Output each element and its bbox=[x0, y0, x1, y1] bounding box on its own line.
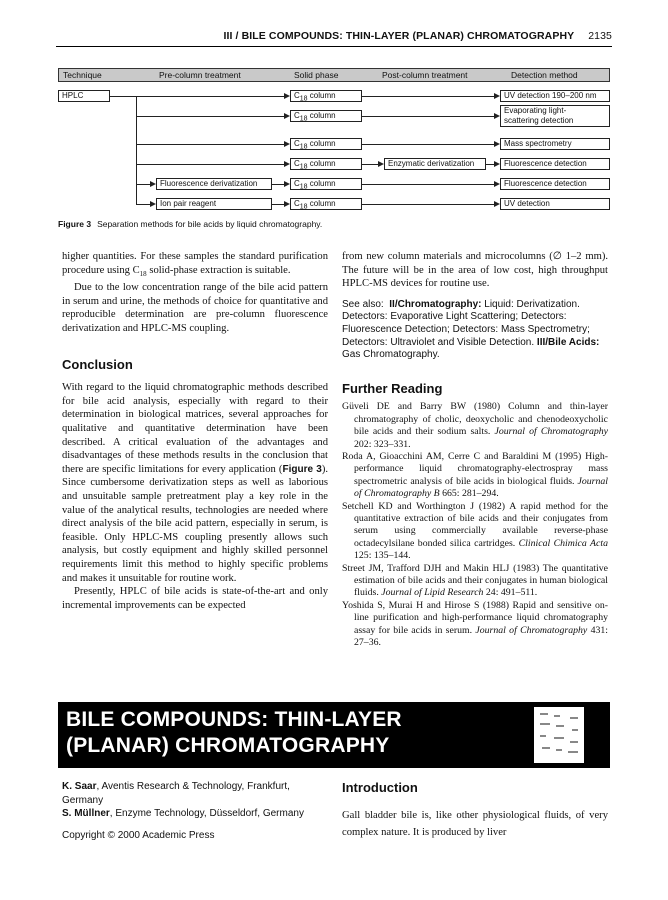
reference-item: Roda A, Gioacchini AM, Cerre C and Baraldini M (1995) High-performance liquid chromatography-electrospray mass spectrometric analysis of bile acids in biological fluids. Journal of Chromatography B 665: 281–294. bbox=[342, 450, 608, 500]
hplc-box bbox=[58, 90, 110, 102]
author-2: S. Müllner, Enzyme Technology, Düsseldorf, Germany bbox=[62, 808, 304, 820]
figure-header-row bbox=[58, 68, 610, 82]
col-technique: Technique bbox=[63, 70, 102, 80]
paragraph: With regard to the liquid chromatographic methods described for bile acid analysis, especially with regard to their determination in biological matrices, several approaches for qualitative and quantitative determination have been described. A critical evaluation of the advantages and disadvantages of these methods results in the conclusion that there are specific limitations for every application (Figure 3). Since cumbersome derivatization steps as well as laborious and unsuitable sample pretreatment play a key role in the value of the analytical results, technologies are needed where direct analysis of the bile acid pattern, especially in serum, is feasible. Only HPLC-MS coupling presently allows such analysis, but costly equipment and highly skilled personnel requirements limit this method to highly specific problems and makes it unsuitable for routine work. bbox=[62, 382, 328, 584]
paragraph: from new column materials and microcolumns (∅ 1–2 mm). The future will be in the area of low cost, high throughput HPLC-MS devices for routine use. bbox=[342, 251, 608, 290]
figure-3-diagram bbox=[58, 68, 610, 218]
introduction-text: Gall bladder bile is, like other physiological fluids, of very complex nature. It is produced by liver bbox=[342, 810, 608, 838]
introduction-heading: Introduction bbox=[342, 780, 418, 795]
row-line-2a bbox=[136, 116, 284, 117]
row-line-3a bbox=[136, 144, 284, 145]
enzymatic-box: Enzymatic derivatization bbox=[384, 158, 486, 170]
ion-pair-box: Ion pair reagent bbox=[156, 198, 272, 210]
row-line-4a bbox=[136, 164, 284, 165]
caption-text: Separation methods for bile acids by liquid chromatography. bbox=[97, 219, 323, 229]
row-line-6a bbox=[136, 204, 150, 205]
detection-box-2: Evaporating light- scattering detection bbox=[500, 105, 610, 127]
trunk-line bbox=[136, 96, 137, 205]
page-number: 2135 bbox=[588, 30, 612, 42]
conclusion-heading: Conclusion bbox=[62, 356, 133, 372]
row-line-4b bbox=[362, 164, 378, 165]
left-column bbox=[62, 250, 328, 612]
detection-box-6: UV detection bbox=[500, 198, 610, 210]
row-line-3b bbox=[362, 144, 494, 145]
see-also: See also: II/Chromatography: Liquid: Derivatization. Detectors: Evaporative Light Scattering; Detectors: Fluorescence Detection; Detectors: Mass Spectrometry; Detectors: Ultraviolet and Visible Detection. III/Bile Acids: Gas Chromatography. bbox=[342, 298, 600, 361]
right-column bbox=[342, 250, 608, 649]
tlc-plate-icon bbox=[534, 707, 584, 763]
section-banner bbox=[58, 702, 610, 768]
row-line-4c bbox=[486, 164, 494, 165]
row-line-6b bbox=[272, 204, 284, 205]
col-post-column: Post-column treatment bbox=[382, 70, 468, 80]
paragraph: Presently, HPLC of bile acids is state-of-the-art and only incremental improvements can be expected bbox=[62, 586, 328, 611]
row-line-6c bbox=[362, 204, 494, 205]
figure-caption bbox=[58, 219, 322, 229]
copyright: Copyright © 2000 Academic Press bbox=[62, 829, 215, 841]
detection-box-3: Mass spectrometry bbox=[500, 138, 610, 150]
c18-column-box-1: $C_{18}$ column bbox=[290, 90, 362, 102]
section-title: BILE COMPOUNDS: THIN-LAYER (PLANAR) CHROMATOGRAPHY bbox=[66, 708, 402, 757]
c18-column-box-6: $C_{18}$ column bbox=[290, 198, 362, 210]
c18-column-box-2: $C_{18}$ column bbox=[290, 110, 362, 122]
paragraph: Due to the low concentration range of the bile acid pattern in serum and urine, the methods of choice for quantitative and reproducible determination are pre-column fluorescence derivatization and HPLC-MS coupling. bbox=[62, 282, 328, 335]
hplc-label: HPLC bbox=[62, 91, 84, 100]
row-line-5a bbox=[136, 184, 150, 185]
row-line-2b bbox=[362, 116, 494, 117]
reference-item: Güveli DE and Barry BW (1980) Column and thin-layer chromatography of cholic, deoxycholic and chenodeoxycholic bile acids and their sodium salts. Journal of Chromatography 202: 323–331. bbox=[342, 401, 608, 450]
reference-item: Setchell KD and Worthington J (1982) A rapid method for the quantitative extraction of bile acids and their conjugates from serum using commercially available reverse-phase octadecylsilane bonded silica cartridges. Clinical Chimica Acta 125: 135–144. bbox=[342, 500, 608, 562]
detection-box-5: Fluorescence detection bbox=[500, 178, 610, 190]
detection-box-4: Fluorescence detection bbox=[500, 158, 610, 170]
fluorescence-derivatization-box: Fluorescence derivatization bbox=[156, 178, 272, 190]
running-head bbox=[223, 30, 612, 42]
row-line-1 bbox=[362, 96, 494, 97]
row-line-5b bbox=[272, 184, 284, 185]
c18-column-box-3: $C_{18}$ column bbox=[290, 138, 362, 150]
reference-item: Street JM, Trafford DJH and Makin HLJ (1983) The quantitative estimation of bile acids and their conjugates in human biological fluids. Journal of Lipid Research 24: 491–511. bbox=[342, 562, 608, 599]
c18-column-box-5: $C_{18}$ column bbox=[290, 178, 362, 190]
header-rule bbox=[56, 46, 612, 47]
col-detection: Detection method bbox=[511, 70, 578, 80]
col-pre-column: Pre-column treatment bbox=[159, 70, 241, 80]
col-solid-phase: Solid phase bbox=[294, 70, 339, 80]
paragraph: higher quantities. For these samples the standard purification procedure using $C_{18}$ solid-phase extraction is suitable. bbox=[62, 251, 328, 278]
caption-label: Figure 3 bbox=[58, 219, 92, 229]
row-line-5c bbox=[362, 184, 494, 185]
author-block bbox=[62, 780, 332, 842]
further-reading-heading: Further Reading bbox=[342, 380, 443, 396]
detection-box-1: UV detection 190–200 nm bbox=[500, 90, 610, 102]
author-1: K. Saar, Aventis Research & Technology, Frankfurt, Germany bbox=[62, 781, 290, 806]
reference-item: Yoshida S, Murai H and Hirose S (1988) Rapid and sensitive on-line purification and high-performance liquid chromatography assay for bile acids in serum. Journal of Chromatography 431: 27–36. bbox=[342, 599, 609, 649]
running-head-title: III / BILE COMPOUNDS: THIN-LAYER (PLANAR) CHROMATOGRAPHY bbox=[223, 30, 575, 42]
c18-column-box-4: $C_{18}$ column bbox=[290, 158, 362, 170]
